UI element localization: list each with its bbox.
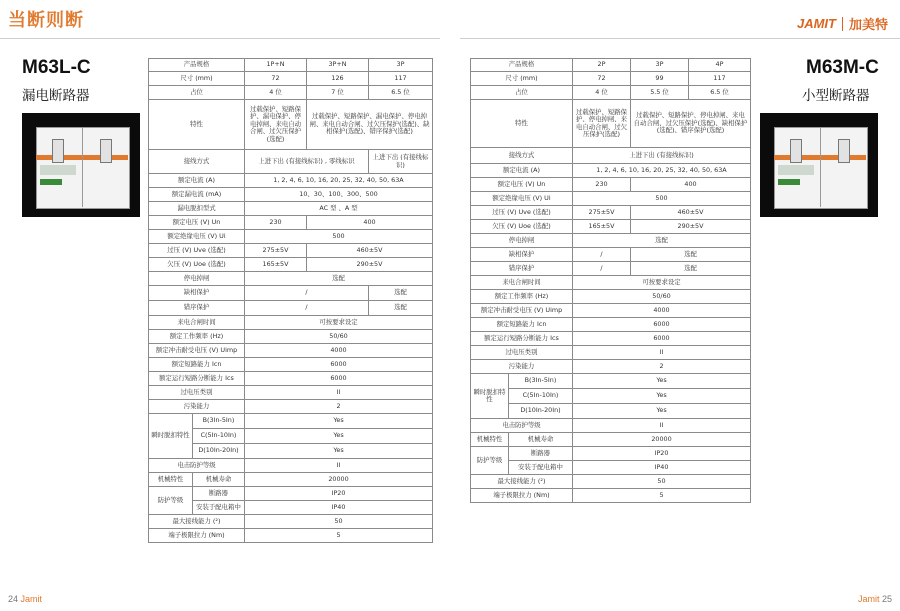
- table-row: D(10In-20In) Yes: [471, 404, 751, 419]
- footer-brand-left: Jamit: [20, 594, 43, 604]
- brand-logo: [797, 14, 888, 33]
- table-row: 欠压 (V) Uoe (选配) 165±5V 290±5V: [471, 220, 751, 234]
- table-row: 来电合闸时间 可按要求设定: [149, 316, 433, 330]
- table-row: 过电压类别 II: [471, 346, 751, 360]
- left-spec-table: [148, 58, 433, 543]
- table-row: C(5In-10In) Yes: [471, 389, 751, 404]
- footer-right: [858, 594, 892, 604]
- table-row: 错序保护 / 选配: [471, 262, 751, 276]
- footer-left: [8, 594, 42, 604]
- table-row: 过压 (V) Uve (选配) 275±5V 460±5V: [471, 206, 751, 220]
- table-row: 来电合闸时间 可按要求设定: [471, 276, 751, 290]
- table-row: 过压 (V) Uve (选配) 275±5V 460±5V: [149, 244, 433, 258]
- table-row: 额定漏电流 (mA) 10、30、100、300、500: [149, 188, 433, 202]
- table-row: 额定运行短路分断能力 Ics 6000: [149, 372, 433, 386]
- brand-cn-name: 加美特: [848, 18, 888, 33]
- table-row: 额定电流 (A) 1, 2, 4, 6, 10, 16, 20, 25, 32, 40, 50, 63A: [149, 174, 433, 188]
- table-row: 端子极限拉力 (Nm) 5: [471, 489, 751, 503]
- table-row: 机械特性 机械寿命 20000: [149, 473, 433, 487]
- table-row: 最大接线能力 (²) 50: [471, 475, 751, 489]
- table-row: 缺相保护 / 选配: [471, 248, 751, 262]
- table-row: 电击防护等级 II: [471, 419, 751, 433]
- table-row: 停电掉闸 选配: [149, 272, 433, 286]
- table-row: 防护等级 断路器 IP20: [149, 487, 433, 501]
- table-row: 产品规格 2P 3P 4P: [471, 59, 751, 72]
- table-row: D(10In-20In) Yes: [149, 444, 433, 459]
- table-row: 产品规格 1P+N 3P+N 3P: [149, 59, 433, 72]
- table-row: 额定运行短路分断能力 Ics 6000: [471, 332, 751, 346]
- table-row: 尺寸 (mm) 72 99 117: [471, 72, 751, 86]
- table-row: 电击防护等级 II: [149, 459, 433, 473]
- left-product-image: [22, 113, 140, 217]
- table-row: 欠压 (V) Uoe (选配) 165±5V 290±5V: [149, 258, 433, 272]
- table-row: 过电压类别 II: [149, 386, 433, 400]
- table-row: 额定短路能力 Icn 6000: [149, 358, 433, 372]
- table-row: 接线方式 上进下出 (有接线标识) , 零线标识 上进下出 (有接线标识): [149, 150, 433, 174]
- table-row: 额定电压 (V) Un 230 400: [149, 216, 433, 230]
- table-row: 瞬时脱扣特性 B(3In-5In) Yes: [149, 414, 433, 429]
- table-row: 额定冲击耐受电压 (V) Uimp 4000: [149, 344, 433, 358]
- table-row: 尺寸 (mm) 72 126 117: [149, 72, 433, 86]
- table-row: 额定工作频率 (Hz) 50/60: [471, 290, 751, 304]
- table-row: 安装于配电箱中 IP40: [471, 461, 751, 475]
- jamit-logo: JAMIT: [796, 16, 836, 31]
- table-row: 占位 4 位 5.5 位 6.5 位: [471, 86, 751, 100]
- footer-brand-right: Jamit: [857, 594, 880, 604]
- table-row: 额定绝缘电压 (V) Ui 500: [471, 192, 751, 206]
- header-rule-right: [460, 38, 900, 39]
- table-row: C(5In-10In) Yes: [149, 429, 433, 444]
- table-row: 额定电流 (A) 1, 2, 4, 6, 10, 16, 20, 25, 32, 40, 50, 63A: [471, 164, 751, 178]
- left-model-subtitle: 漏电断路器: [22, 88, 90, 104]
- logo-divider: [842, 17, 843, 31]
- table-row: 停电掉闸 选配: [471, 234, 751, 248]
- table-row: 错序保护 / 选配: [149, 301, 433, 316]
- table-row: 额定短路能力 Icn 6000: [471, 318, 751, 332]
- table-row: 防护等级 断路器 IP20: [471, 447, 751, 461]
- table-row: 安装于配电箱中 IP40: [149, 501, 433, 515]
- table-row: 污染能力 2: [471, 360, 751, 374]
- right-model-title: M63M-C: [806, 57, 879, 78]
- table-row: 最大接线能力 (²) 50: [149, 515, 433, 529]
- table-row: 额定工作频率 (Hz) 50/60: [149, 330, 433, 344]
- table-row: 额定电压 (V) Un 230 400: [471, 178, 751, 192]
- table-row: 额定绝缘电压 (V) Ui 500: [149, 230, 433, 244]
- table-row: 漏电脱扣型式 AC 型 、A 型: [149, 202, 433, 216]
- table-row: 接线方式 上进下出 (有接线标识): [471, 148, 751, 164]
- table-row: 污染能力 2: [149, 400, 433, 414]
- table-row: 机械特性 机械寿命 20000: [471, 433, 751, 447]
- page-number-left: 24: [8, 594, 19, 604]
- table-row: 额定冲击耐受电压 (V) Uimp 4000: [471, 304, 751, 318]
- table-row: 特性 过载保护、短路保护、漏电保护、停电掉闸、来电自动合闸、过欠压保护(选配) 过载保护、短路保护、漏电保护、停电掉闸、来电自动合闸、过欠压保护(选配)、缺相保护(选配)、错序保护(选配): [149, 100, 433, 150]
- table-row: 特性 过载保护、短路保护、停电掉闸、来电自动合闸、过欠压保护(选配) 过载保护、短路保护、停电掉闸、来电自动合闸、过欠压保护(选配)、缺相保护(选配)、错序保护(选配): [471, 100, 751, 148]
- right-product-image: [760, 113, 878, 217]
- header-rule-left: [0, 38, 440, 39]
- right-spec-table: [470, 58, 751, 503]
- table-row: 端子极限拉力 (Nm) 5: [149, 529, 433, 543]
- left-model-title: M63L-C: [22, 57, 91, 78]
- table-row: 瞬时脱扣特性 B(3In-5In) Yes: [471, 374, 751, 389]
- table-row: 占位 4 位 7 位 6.5 位: [149, 86, 433, 100]
- page-number-right: 25: [881, 594, 892, 604]
- table-row: 缺相保护 / 选配: [149, 286, 433, 301]
- slogan: 当断则断: [8, 10, 84, 31]
- right-model-subtitle: 小型断路器: [802, 88, 870, 104]
